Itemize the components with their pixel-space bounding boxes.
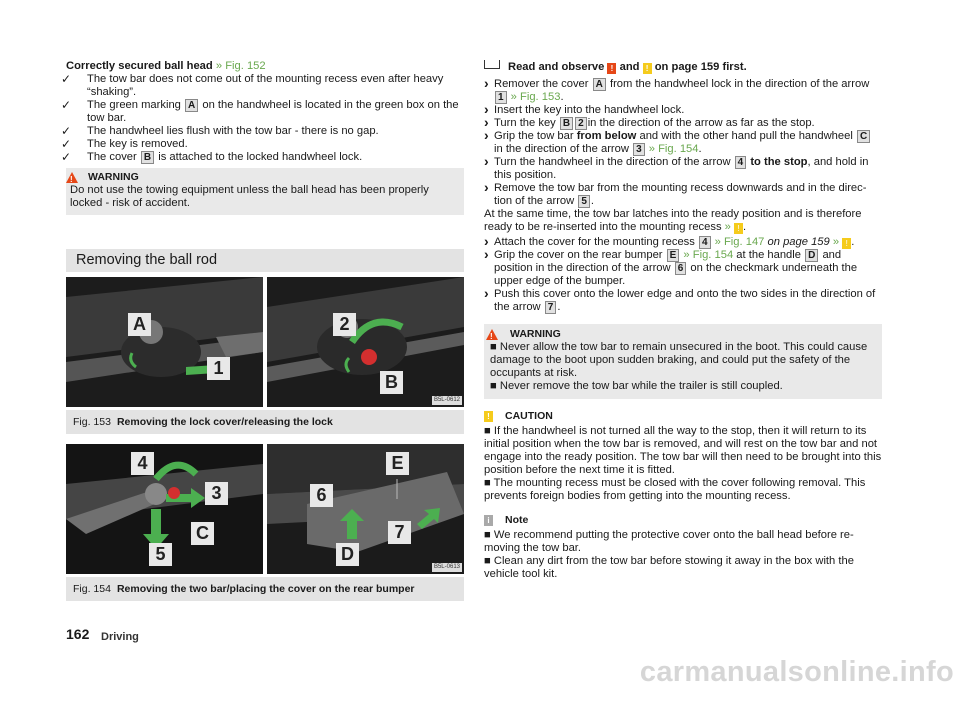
callout-6: 6 [310, 484, 333, 507]
info-icon: i [484, 515, 493, 526]
warning-heading: ! WARNING [66, 170, 458, 184]
caution-section [484, 409, 882, 503]
warning-text: Do not use the towing equipment unless the ball head has been properly locked - risk of accident. [70, 184, 429, 209]
caution-heading: ! CAUTION [484, 409, 882, 423]
page-number: 162 [66, 626, 90, 642]
callout-2: 2 [333, 313, 356, 336]
left-column [66, 60, 464, 215]
callout-c: C [191, 522, 214, 545]
callout-e: E [386, 452, 409, 475]
caution-item: ■ The mounting recess must be closed with the cover following removal. This prevents foreign bodies from getting into the mounting recess. [484, 477, 866, 502]
secured-heading: Correctly secured ball head » Fig. 152 [66, 60, 266, 72]
caution-icon: ! [484, 411, 493, 422]
check-item: ✓ The tow bar does not come out of the mounting recess even after heavy “shaking”. [66, 73, 464, 99]
step-item: › Grip the cover on the rear bumper E » Fig. 154 at the handle D and position in the direction of the arrow 6 on the checkmark underneath the upper edge of the bumper. [484, 249, 882, 288]
callout-a: A [128, 313, 151, 336]
callout-3: 3 [205, 482, 228, 505]
callout-1: 1 [207, 357, 230, 380]
step-item: › Remove the tow bar from the mounting recess downwards and in the direc- tion of the arrow 5 . [484, 182, 882, 208]
read-first-line: Read and observe ! and ! on page 159 first. [484, 60, 882, 74]
fig153-caption: Fig. 153 Removing the lock cover/releasing the lock [66, 410, 464, 434]
tow-bar-illustration [267, 277, 464, 407]
watermark: carmanualsonline.info [639, 656, 954, 688]
step-item: › Push this cover onto the lower edge and onto the two sides in the direction of the arrow 7 . [484, 288, 882, 314]
fig154-image-right [267, 444, 464, 574]
step-item: › Turn the key B 2 in the direction of the arrow as far as the stop. [484, 117, 882, 130]
check-item: ✓ The handwheel lies flush with the tow bar - there is no gap. [66, 125, 464, 138]
bumper-illustration [267, 444, 464, 574]
warning-icon: ! [486, 329, 498, 340]
caution-icon: ! [643, 63, 652, 74]
step-item: › Remover the cover A from the handwheel lock in the direction of the arrow 1 » Fig. 153. [484, 78, 882, 104]
callout-d: D [336, 543, 359, 566]
fig-ref-link[interactable]: » Fig. 154 [648, 143, 699, 155]
warning-box [484, 324, 882, 399]
warning-heading: ! WARNING [484, 327, 876, 341]
callout-7: 7 [388, 521, 411, 544]
step-item: › Insert the key into the handwheel lock. [484, 104, 882, 117]
check-item: ✓ The key is removed. [66, 138, 464, 151]
warning-icon: ! [66, 172, 78, 183]
fig-ref-link[interactable]: » Fig. 152 [215, 60, 266, 72]
callout-b: B [380, 371, 403, 394]
ref-link[interactable]: » [832, 236, 840, 248]
warning-item: ■ Never allow the tow bar to remain unsecured in the boot. This could cause damage to the boot upon sudden braking, and could put the safety of the occupants at risk. [490, 341, 868, 379]
figure-code: B5L-0612 [433, 397, 460, 403]
warning-item: ■ Never remove the tow bar while the trailer is still coupled. [490, 380, 783, 392]
fig-ref-link[interactable]: » Fig. 154 [683, 249, 734, 261]
fig154-image-left [66, 444, 263, 574]
fig-ref-link[interactable]: » Fig. 153 [510, 91, 561, 103]
paragraph: At the same time, the tow bar latches into the ready position and is therefore ready to be re-inserted into the mounting recess » ! . [484, 208, 862, 233]
note-section [484, 513, 882, 581]
warning-icon: ! [607, 63, 616, 74]
step-item: › Attach the cover for the mounting recess 4 » Fig. 147 on page 159 » ! . [484, 236, 882, 249]
step-item: › Turn the handwheel in the direction of the arrow 4 to the stop, and hold in this position. [484, 156, 882, 182]
check-item: ✓ The cover B is attached to the locked handwheel lock. [66, 151, 464, 164]
chapter-label: Driving [101, 631, 139, 643]
callout-5: 5 [149, 543, 172, 566]
fig153-image-left [66, 277, 263, 407]
note-heading: i Note [484, 513, 882, 527]
fig-ref-link[interactable]: » Fig. 147 [714, 236, 765, 248]
caution-icon: ! [842, 238, 851, 249]
caution-item: ■ If the handwheel is not turned all the way to the stop, then it will return to its initial position when the tow bar is removed, and will rest on the tow bar and not engage into the ready position. The tow bar will then need to be brought into this position before the next time it is fitted. [484, 425, 882, 476]
step-item: › Grip the tow bar from below and with the other hand pull the handwheel C in the direction of the arrow 3 » Fig. 154. [484, 130, 882, 156]
section-title: Removing the ball rod [66, 249, 464, 272]
caution-icon: ! [734, 223, 743, 234]
ref-link[interactable]: » [724, 221, 731, 233]
note-item: ■ We recommend putting the protective cover onto the ball head before re- moving the tow bar. [484, 529, 854, 554]
check-item: ✓ The green marking A on the handwheel is located in the green box on the tow bar. [66, 99, 464, 125]
warning-box [66, 168, 464, 215]
tow-bar-illustration [66, 277, 263, 407]
note-item: ■ Clean any dirt from the tow bar before stowing it away in the box with the vehicle tool kit. [484, 555, 854, 580]
fig154-caption: Fig. 154 Removing the two bar/placing the cover on the rear bumper [66, 577, 464, 601]
callout-4: 4 [131, 452, 154, 475]
right-column [484, 60, 882, 581]
fig153-image-right [267, 277, 464, 407]
figure-code: B5L-0613 [433, 564, 460, 570]
book-icon [484, 60, 500, 69]
